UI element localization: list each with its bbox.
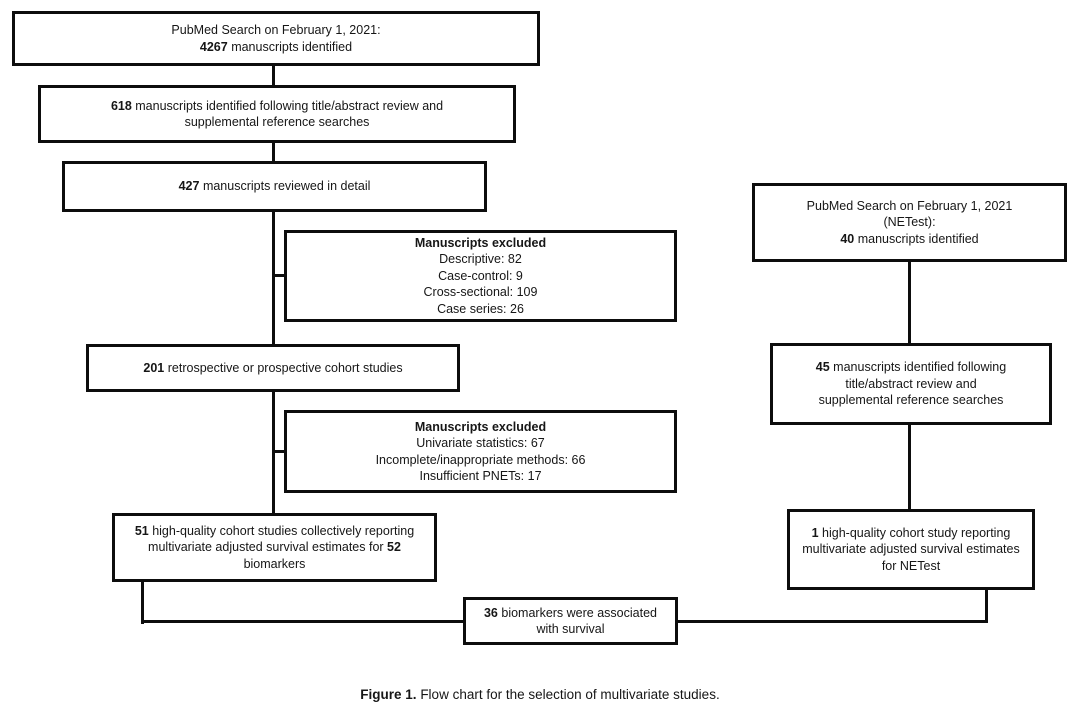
excluded-first-item: Case series: 26 <box>437 301 524 316</box>
connector-left-to-merged <box>141 620 466 623</box>
node-merged-biomarkers <box>463 597 678 645</box>
node-excluded-second <box>284 410 677 493</box>
node-reviewed-line1 <box>179 178 371 195</box>
node-excluded-first <box>284 230 677 322</box>
node-cohort-studies <box>86 344 460 392</box>
node-screened-line1 <box>111 98 443 115</box>
node-initial-search-line1: PubMed Search on February 1, 2021: <box>171 23 381 37</box>
node-netest-final <box>787 509 1035 590</box>
figure-caption <box>0 687 1080 702</box>
node-initial-search <box>12 11 540 66</box>
connector-netest-search-to-screened <box>908 258 911 348</box>
node-high-quality <box>112 513 437 582</box>
cohort-rest: retrospective or prospective cohort studies <box>164 360 403 375</box>
netest-search-line1: PubMed Search on February 1, 2021 <box>806 198 1013 213</box>
excluded-second-title-text: Manuscripts excluded <box>414 419 547 434</box>
netest-search-line3 <box>840 231 978 248</box>
netest-search-count: 40 <box>840 231 855 246</box>
netest-search-line2: (NETest): <box>883 215 936 230</box>
connector-netest-screened-to-final <box>908 421 911 513</box>
netest-final-line2: multivariate adjusted survival estimates <box>802 542 1020 557</box>
high-quality-line3: biomarkers <box>243 556 306 571</box>
high-quality-line1 <box>135 523 414 540</box>
node-netest-screened <box>770 343 1052 425</box>
netest-final-line3: for NETest <box>881 558 941 573</box>
high-quality-line2-text: multivariate adjusted survival estimates for <box>148 540 388 555</box>
screened-count: 618 <box>110 98 132 113</box>
node-netest-search <box>752 183 1067 262</box>
netest-screened-rest: manuscripts identified following <box>829 360 1007 375</box>
netest-final-rest: high-quality cohort study reporting <box>818 525 1011 540</box>
excluded-second-item: Incomplete/inappropriate methods: 66 <box>375 452 586 467</box>
merged-rest: biomarkers were associated <box>497 605 657 620</box>
netest-screened-line3: supplemental reference searches <box>818 393 1004 408</box>
netest-screened-count: 45 <box>815 360 830 375</box>
netest-screened-line2: title/abstract review and <box>845 376 977 391</box>
node-screened-line2: supplemental reference searches <box>184 115 370 129</box>
node-cohort-line1 <box>143 360 402 377</box>
netest-final-count: 1 <box>811 525 819 540</box>
reviewed-count: 427 <box>178 179 200 194</box>
figure-caption-text: Flow chart for the selection of multivariate studies. <box>416 687 720 702</box>
cohort-count: 201 <box>143 360 165 375</box>
netest-final-line1 <box>812 525 1011 542</box>
initial-rest: manuscripts identified <box>227 39 353 54</box>
connector-right-to-merged <box>675 620 988 623</box>
node-screened <box>38 85 516 143</box>
screened-rest: manuscripts identified following title/abstract review and <box>131 98 444 113</box>
excluded-first-item: Case-control: 9 <box>438 268 523 283</box>
high-quality-line2 <box>148 539 401 556</box>
high-quality-line1-rest: high-quality cohort studies collectively reporting <box>148 523 415 538</box>
netest-screened-line1 <box>816 359 1006 376</box>
excluded-first-title <box>415 235 546 252</box>
node-reviewed <box>62 161 487 212</box>
merged-line2: with survival <box>536 622 605 636</box>
connector-highquality-down <box>141 578 144 624</box>
connector-netest-final-down <box>985 586 988 623</box>
node-initial-search-line2 <box>200 39 352 56</box>
high-quality-count2: 52 <box>387 540 401 555</box>
reviewed-rest: manuscripts reviewed in detail <box>199 179 371 194</box>
connector-reviewed-to-cohort <box>272 206 275 348</box>
netest-search-rest: manuscripts identified <box>854 231 979 246</box>
high-quality-count1: 51 <box>134 523 149 538</box>
figure-caption-label: Figure 1. <box>360 687 417 702</box>
excluded-second-item: Univariate statistics: 67 <box>416 436 545 450</box>
excluded-first-title-text: Manuscripts excluded <box>414 235 547 250</box>
excluded-first-item: Cross-sectional: 109 <box>423 285 538 300</box>
merged-line1 <box>484 605 657 622</box>
excluded-second-title <box>415 419 546 436</box>
excluded-first-item: Descriptive: 82 <box>439 252 522 267</box>
merged-count: 36 <box>483 605 498 620</box>
initial-count: 4267 <box>199 39 228 54</box>
excluded-second-item: Insufficient PNETs: 17 <box>419 469 542 483</box>
